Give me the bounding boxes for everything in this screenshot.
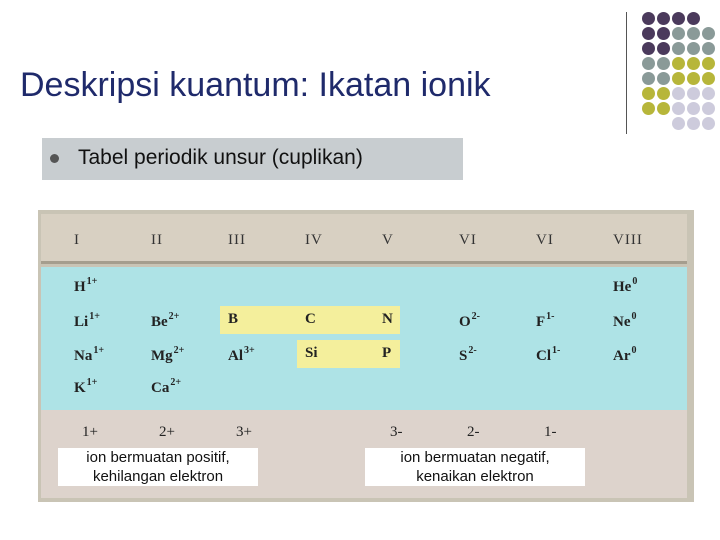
negative-note-line-2: kenaikan elektron: [416, 468, 534, 485]
decor-dot: [702, 27, 715, 40]
decor-dot: [687, 72, 700, 85]
decor-dot: [657, 27, 670, 40]
element-area: [41, 267, 687, 410]
element-symbol: Ne: [613, 314, 631, 330]
page-title: Deskripsi kuantum: Ikatan ionik: [20, 66, 491, 104]
group-header: II: [151, 232, 163, 248]
element-symbol: S: [459, 348, 468, 364]
element-symbol: H: [74, 279, 86, 295]
group-header: IV: [305, 232, 323, 248]
element-cell: [613, 345, 637, 365]
element-symbol: N: [382, 311, 393, 327]
positive-note-line-1: ion bermuatan positif,: [86, 449, 230, 466]
dot-grid-decoration-icon: [636, 8, 720, 133]
element-symbol: C: [305, 311, 316, 327]
group-header: I: [74, 232, 80, 248]
decor-dot: [687, 117, 700, 130]
element-cell: [459, 311, 480, 331]
decor-dot: [672, 42, 685, 55]
decor-dot: [672, 72, 685, 85]
decor-dot: [672, 117, 685, 130]
decor-dot: [642, 42, 655, 55]
decor-dot: [687, 42, 700, 55]
title-divider: [626, 12, 627, 134]
decor-dot: [657, 42, 670, 55]
element-charge: 2-: [471, 311, 481, 322]
decor-dot: [642, 57, 655, 70]
group-header: VI: [459, 232, 477, 248]
ion-charge: 3+: [236, 424, 252, 440]
decor-dot: [642, 27, 655, 40]
decor-dot: [672, 27, 685, 40]
ion-charge: 1+: [82, 424, 98, 440]
decor-dot: [657, 12, 670, 25]
element-cell: [536, 345, 560, 365]
element-cell: [74, 276, 97, 296]
element-cell: [228, 345, 255, 365]
element-symbol: Si: [305, 345, 318, 361]
element-symbol: Be: [151, 314, 168, 330]
element-cell: [151, 311, 179, 331]
positive-note-line-2: kehilangan elektron: [92, 468, 224, 485]
decor-dot: [657, 72, 670, 85]
element-symbol: Al: [228, 348, 243, 364]
element-symbol: Mg: [151, 348, 173, 364]
element-charge: 2+: [173, 345, 185, 356]
element-symbol: P: [382, 345, 392, 361]
element-symbol: Ca: [151, 380, 170, 396]
element-charge: 3+: [244, 345, 255, 356]
decor-dot: [657, 57, 670, 70]
element-cell: [536, 311, 555, 331]
element-symbol: Ar: [613, 348, 631, 364]
element-cell: [151, 345, 184, 365]
decor-dot: [687, 27, 700, 40]
decor-dot: [642, 102, 655, 115]
element-symbol: K: [74, 380, 86, 396]
element-charge: 0: [631, 345, 637, 356]
element-cell: [459, 345, 477, 365]
decor-dot: [642, 87, 655, 100]
decor-dot: [687, 12, 700, 25]
element-cell: [305, 311, 316, 328]
decor-dot: [702, 57, 715, 70]
element-cell: [613, 311, 637, 331]
ion-charge: 2-: [467, 424, 480, 440]
decor-dot: [672, 102, 685, 115]
element-cell: [305, 345, 318, 362]
ion-charge: 2+: [159, 424, 175, 440]
element-charge: 2-: [468, 345, 477, 356]
decor-dot: [642, 72, 655, 85]
decor-dot: [687, 102, 700, 115]
negative-note-line-1: ion bermuatan negatif,: [400, 449, 550, 466]
element-charge: 0: [632, 276, 638, 287]
decor-dot: [702, 117, 715, 130]
decor-dot: [672, 87, 685, 100]
decor-dot: [672, 57, 685, 70]
element-charge: 2+: [168, 311, 180, 322]
element-cell: [151, 377, 181, 397]
decor-dot: [702, 72, 715, 85]
element-charge: 0: [631, 311, 637, 322]
element-symbol: Li: [74, 314, 89, 330]
decor-dot: [687, 87, 700, 100]
element-symbol: Cl: [536, 348, 551, 364]
element-charge: 1+: [86, 276, 98, 287]
decor-dot: [657, 102, 670, 115]
element-cell: [613, 276, 637, 296]
element-cell: [74, 377, 97, 397]
group-header: VI: [536, 232, 554, 248]
element-symbol: He: [613, 279, 632, 295]
element-cell: [382, 345, 391, 362]
decor-dot: [657, 87, 670, 100]
element-charge: 1+: [93, 345, 105, 356]
negative-ion-note: [365, 448, 585, 486]
decor-dot: [642, 12, 655, 25]
decor-dot: [702, 42, 715, 55]
element-charge: 1+: [89, 311, 100, 322]
element-symbol: B: [228, 311, 239, 327]
group-header: VIII: [613, 232, 643, 248]
element-cell: [228, 311, 238, 328]
element-charge: 2+: [170, 377, 182, 388]
element-symbol: Na: [74, 348, 93, 364]
element-cell: [382, 311, 393, 328]
ion-charge: 1-: [544, 424, 557, 440]
decor-dot: [687, 57, 700, 70]
element-cell: [74, 345, 104, 365]
element-symbol: O: [459, 314, 471, 330]
element-symbol: F: [536, 314, 546, 330]
group-header: III: [228, 232, 246, 248]
element-charge: 1-: [552, 345, 561, 356]
decor-dot: [672, 12, 685, 25]
bullet-dot-icon: [50, 154, 59, 163]
element-cell: [74, 311, 100, 331]
decor-dot: [702, 87, 715, 100]
table-header-band: [41, 214, 687, 264]
element-charge: 1+: [86, 377, 98, 388]
bullet-text: Tabel periodik unsur (cuplikan): [78, 146, 363, 169]
decor-dot: [702, 102, 715, 115]
ion-charge: 3-: [390, 424, 403, 440]
positive-ion-note: [58, 448, 258, 486]
element-charge: 1-: [546, 311, 555, 322]
group-header: V: [382, 232, 394, 248]
